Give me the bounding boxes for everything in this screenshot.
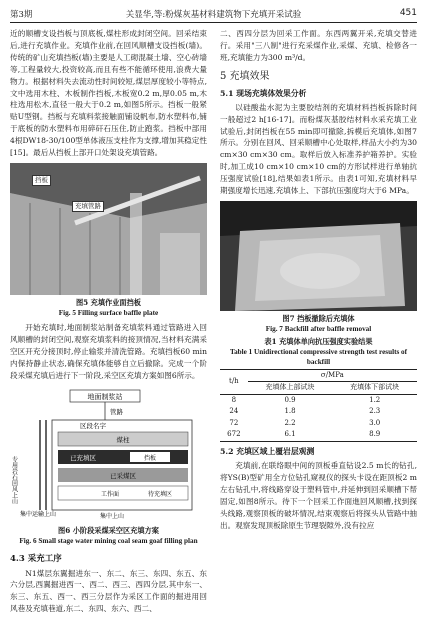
figure-caption: 图6 小阶段采煤采空区充填方案 (58, 525, 159, 535)
section-heading: 5 充填效果 (220, 70, 270, 82)
figure-caption: 图7 挡板撤除后充填体 (282, 313, 355, 323)
table-header: 充填体下部试块 (332, 382, 417, 395)
left-column (10, 28, 207, 615)
filling-plan-diagram (10, 386, 207, 522)
table-row: 8 0.9 1.2 (231, 395, 381, 404)
table-caption: 表1 充填体单向抗压强度实验结果 (264, 336, 373, 346)
backfill-photo (220, 201, 417, 311)
label-workface: 工作面 (100, 490, 120, 498)
figure-6 (10, 386, 207, 524)
table-caption-en: Table 1 Unidirectional compressive strength test results of backfill (229, 347, 408, 366)
photo-drawing (220, 201, 417, 311)
running-title: 关显华,等:粉煤灰基材料建筑物下充填开采试验 (125, 10, 302, 20)
strength-table (220, 369, 417, 442)
table-row: 672 6.1 8.9 (227, 430, 381, 439)
label-pipe: 管路 (110, 407, 123, 416)
label-baffle: 挡板 (32, 175, 51, 186)
table-header: t/h (220, 369, 248, 394)
figure-7 (220, 201, 417, 334)
right-column (220, 28, 417, 531)
label-return-incline: 专用岩石回风上山 (10, 455, 18, 504)
label-filled: 已充填区 (70, 453, 96, 462)
label-main-incline: 集中上山 (100, 512, 125, 520)
paragraph: N1煤层东翼掘进东一、东二、东三、东四、东五、东六分层,西翼掘进西一、西二、西三、西四分层,其中东一、东三、东五、西一、西三分层作为采区工作面的掘进用回风巷及充填巷道,东二、东四、东六、西二、 (10, 568, 207, 614)
label-zone: 区段名字 (80, 421, 106, 430)
figure-5 (10, 163, 207, 318)
table-header: σ/MPa (248, 369, 417, 382)
subsection-heading: 5.1 现场充填体效果分析 (220, 88, 307, 98)
figure-caption: 图5 充填作业面挡板 (75, 297, 141, 307)
label-pipe: 充填管路 (72, 201, 104, 212)
table-row: 72 2.2 3.0 (229, 418, 381, 427)
paragraph: 近的顺槽支设挡板与顶底板,煤柱形成封闭空间。回采结束后,进行充填作业。充填作业前,在回风顺槽支设挡板(墙)。传统的矿山充填挡板(墙)主要是人工砌混凝土墙、空心砖墙等,工程量较大,投资较高,而且有些不能循环使用,浪费大量物力。根据材料失去流动性时间较短,煤层厚度较小等特点,文中选用木柱、木板制作挡板,木板宽0.2 m,厚0.05 m,木柱选用松木,直径一般大于0.2 m,如图5所示。挡板一般紧贴U型钢。挡板与充填料浆接触面铺设帆布,防水塑料布,铺于底板的防水塑料布用碎矸石压住,防止跑浆。挡板中部用4根DW18-30/100型单体液压支柱作为支撑,增加其稳定性[15]。最后从挡板上部开口处架设充填管路。 (10, 29, 207, 158)
figure-caption-en: Fig. 6 Small stage water mining coal seam goaf filling plan (19, 536, 198, 545)
paragraph: 二、西四分层为回采工作面。东西两翼开采,充填交替进行。采用"三八制"进行充采煤作业,采煤、充填、检修各一班,充填能力为300 m³/d。 (220, 29, 417, 62)
paragraph: 充填前,在联络眼中间的顶板垂直钻设2.5 m长的钻孔,将YS(B)型矿用全方位钻孔窥视仪的探头卡设在距顶板2 m左右钻孔中,将线路穿设于塑料管中,并延伸到回采顺槽下帮固定,如图8所示。待下一个回采工作面進回风顺槽,找到探头线路,观察顶板的破坏情况,结束观察后将探头从管路中抽出。观察发现顶板除原生节理裂隙外,没有拉应 (220, 460, 417, 530)
figure-caption-en: Fig. 5 Filling surface baffle plate (58, 308, 159, 317)
subsection-heading: 5.2 充填区域上覆岩层观测 (220, 446, 315, 456)
figure-caption-en: Fig. 7 Backfill after baffle removal (265, 324, 372, 333)
label-baffle: 挡板 (143, 454, 157, 462)
label-mined: 已采煤区 (110, 471, 136, 480)
label-coal-pillar: 煤柱 (116, 435, 130, 444)
label-station: 地面制浆站 (87, 392, 123, 401)
label-to-fill: 待充填区 (147, 490, 173, 498)
table-header: 充填体上部试块 (248, 382, 333, 395)
header-rule (10, 22, 417, 23)
table-row: 24 1.8 2.3 (229, 407, 381, 416)
page-number: 451 (399, 8, 417, 18)
section-heading: 4.3 采充工序 (10, 553, 62, 564)
paragraph: 以硅酸盐水泥为主要胶结剂的充填材料挡板拆除时间一般超过2 h[16-17]。而粉煤灰基胶结材料水采充填工业试验后,封闭挡板在55 min即可撤除,拆模后充填体,如图7所示。分别在回风、回采顺槽中心处取样,样品大小约为30 cm×30 cm×30 cm。取样后放入标准养护箱养护。实验时,加工成10 cm×10 cm×10 cm的方形试样进行单轴抗压强度试验[18],结果如表1所示。由表1可知,充填材料早期强度增长迅速,充填体上、下部抗压强度均大于6 MPa。 (220, 102, 417, 196)
issue-number: 第3期 (10, 10, 33, 20)
label-transport-incline: 集中运输上山 (20, 510, 57, 518)
paragraph: 开始充填时,地面制浆站制备充填浆料通过管路进入回风顺槽的封闭空间,观察充填浆料的接顶情况,当材料充满采空区开充分接顶时,停止输浆并清洗管路。充填挡板60 min内保持静止状态,确保充填体能够自立后撤除。完成一个阶段采煤充填后进行下一阶段,采空区充填方案如图6所示。 (10, 322, 207, 380)
baffle-photo (10, 163, 207, 295)
